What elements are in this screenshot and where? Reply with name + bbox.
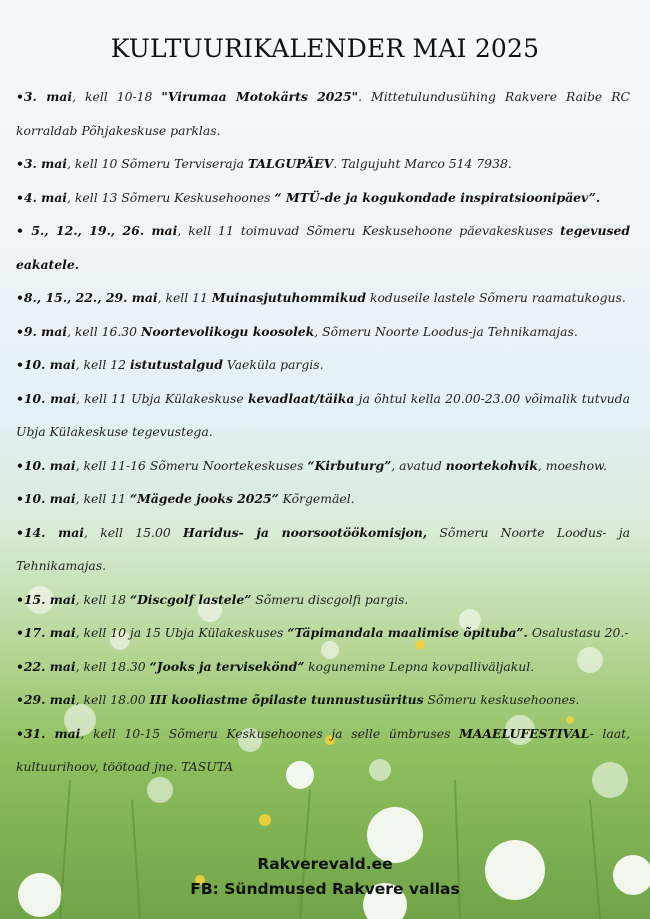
event-item: •9. mai, kell 16.30 Noortevolikogu koosolek, Sõmeru Noorte Loodus-ja Tehnikamajas.	[16, 323, 578, 339]
event-item: •29. mai, kell 18.00 III kooliastme õpilaste tunnustusüritus Sõmeru keskusehoones.	[16, 692, 580, 707]
event-list	[16, 80, 630, 784]
event-item: •4. mai, kell 13 Sõmeru Keskusehoones “ MTÜ-de ja kogukondade inspiratsioonipäev”.	[16, 189, 601, 205]
page-title: KULTUURIKALENDER MAI 2025	[110, 34, 540, 63]
event-item: •15. mai, kell 18 “Discgolf lastele” Sõmeru discgolfi pargis.	[16, 591, 409, 607]
event-item: •3. mai, kell 10 Sõmeru Terviseraja TALGUPÄEV. Talgujuht Marco 514 7938.	[16, 156, 512, 171]
event-item: •10. mai, kell 12 istutustalgud Vaeküla pargis.	[16, 357, 324, 372]
event-item: •31. mai, kell 10-15 Sõmeru Keskusehoones ja selle ümbruses MAAELUFESTIVAL- laat, kultuurihoov, töötoad jne. TASUTA	[16, 725, 631, 774]
event-item: •17. mai, kell 10 ja 15 Ubja Külakeskuses “Täpimandala maalimise õpituba”. Osalustasu 20.-	[16, 625, 629, 640]
facebook-link[interactable]: FB: Sündmused Rakvere vallas	[190, 880, 460, 898]
event-item: •8., 15., 22., 29. mai, kell 11 Muinasjutuhommikud koduseile lastele Sõmeru raamatukogus.	[16, 290, 626, 305]
event-item: •14. mai, kell 15.00 Haridus- ja noorsootöökomisjon, Sõmeru Noorte Loodus- ja Tehnikamajas.	[16, 524, 630, 573]
event-item: • 5., 12., 19., 26. mai, kell 11 toimuvad Sõmeru Keskusehoone päevakeskuses tegevused eakatele.	[16, 223, 630, 272]
event-item: •10. mai, kell 11 “Mägede jooks 2025” Kõrgemäel.	[16, 491, 355, 506]
event-item: •10. mai, kell 11 Ubja Külakeskuse kevadlaat/täika ja õhtul kella 20.00-23.00 võimalik tutvuda Ubja Külakeskuse tegevustega.	[16, 390, 630, 439]
website-link[interactable]: Rakverevald.ee	[257, 855, 393, 873]
event-item: •22. mai, kell 18.30 “Jooks ja terviseköndˮ kogunemine Lepna kovpalliväljakul.	[16, 658, 535, 674]
event-item: •3. mai, kell 10-18 "Virumaa Motokärts 2025". Mittetulundusühing Rakvere Raibe RC korraldab Põhjakeskuse parklas.	[16, 89, 631, 138]
event-item: •10. mai, kell 11-16 Sõmeru Noortekeskuses “Kirbuturg”, avatud noortekohvik, moeshow.	[16, 457, 608, 473]
